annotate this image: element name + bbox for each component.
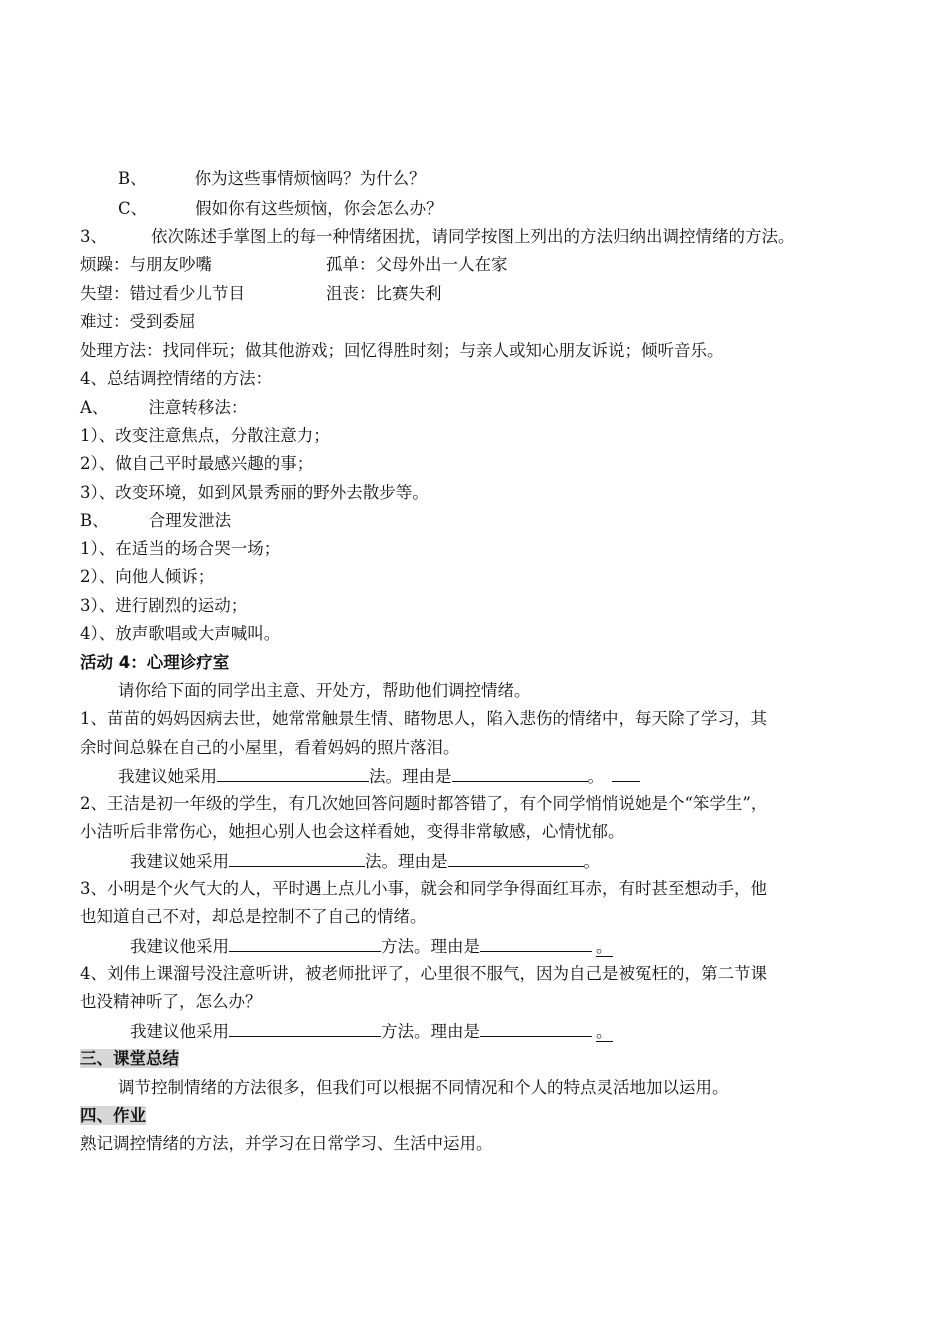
list-item: 1）、改变注意焦点，分散注意力；: [80, 426, 330, 445]
methods-text: 处理方法：找同伴玩；做其他游戏；回忆得胜时刻；与亲人或知心朋友诉说；倾听音乐。: [80, 341, 724, 360]
activity-intro: 请你给下面的同学出主意、开处方，帮助他们调控情绪。: [118, 681, 531, 700]
list-marker: B、: [118, 169, 147, 188]
reason-blank[interactable]: [480, 1020, 592, 1037]
reason-blank[interactable]: [448, 850, 584, 867]
list-item: 2）、做自己平时最感兴趣的事；: [80, 454, 314, 473]
method-blank[interactable]: [229, 1020, 381, 1037]
answer-end: 。: [596, 1022, 613, 1041]
question-text: 你为这些事情烦恼吗？为什么？: [194, 169, 426, 188]
answer-prompt: 我建议他采用: [130, 937, 229, 956]
list-item: 2）、向他人倾诉；: [80, 567, 215, 586]
case-2-line-1: 2、王洁是初一年级的学生，有几次她回答问题时都答错了，有个同学悄悄说她是个“笨学生”，: [80, 794, 768, 813]
list-item: 4）、放声歌唱或大声喊叫。: [80, 624, 281, 643]
case-3-answer: [130, 935, 613, 957]
emotion-row-1-right: [326, 254, 508, 276]
activity-title: 活动 4：心理诊疗室: [80, 653, 230, 672]
q4-heading: 4、总结调控情绪的方法：: [80, 369, 272, 388]
method-blank[interactable]: [229, 935, 381, 952]
list-item: 3）、进行剧烈的运动；: [80, 596, 248, 615]
method-b-heading: [80, 510, 231, 532]
case-4-answer: [130, 1020, 613, 1042]
question-2c: [118, 198, 443, 220]
method-a-heading: [80, 397, 247, 419]
homework-title: 四、作业: [80, 1106, 146, 1125]
method-title: 注意转移法：: [148, 398, 248, 417]
homework-text: 熟记调控情绪的方法，并学习在日常学习、生活中运用。: [80, 1134, 493, 1153]
method-blank[interactable]: [229, 850, 365, 867]
answer-reason-prompt: 方法。理由是: [381, 1022, 480, 1041]
summary-heading: [80, 1048, 179, 1070]
emotion-row-1: [80, 254, 212, 276]
list-item: 1）、在适当的场合哭一场；: [80, 539, 281, 558]
summary-title: 三、课堂总结: [80, 1049, 179, 1068]
case-4-line-2: 也没精神听了，怎么办？: [80, 992, 262, 1011]
case-4-line-1: 4、刘伟上课溜号没注意听讲，被老师批评了，心里很不服气，因为自己是被冤枉的，第二节课: [80, 964, 767, 983]
emotion-left: 难过：受到委屈: [80, 312, 196, 331]
list-marker: C、: [118, 199, 148, 218]
method-blank[interactable]: [217, 765, 369, 782]
answer-prompt: 我建议他采用: [130, 1022, 229, 1041]
method-title: 合理发泄法: [148, 511, 232, 530]
emotion-row-2-right: [326, 283, 442, 305]
list-marker: 3、: [80, 227, 107, 246]
emotion-right: 孤单：父母外出一人在家: [326, 255, 508, 274]
case-2-line-2: 小洁听后非常伤心，她担心别人也会这样看她，变得非常敏感，心情忧郁。: [80, 822, 625, 841]
answer-reason-prompt: 法。理由是: [369, 767, 452, 786]
emotion-row-2: [80, 283, 245, 305]
question-text: 依次陈述手掌图上的每一种情绪困扰，请同学按图上列出的方法归纳出调控情绪的方法。: [151, 227, 795, 246]
answer-reason-prompt: 方法。理由是: [381, 937, 480, 956]
emotion-right: 沮丧：比赛失利: [326, 284, 442, 303]
list-marker: A、: [80, 398, 109, 417]
answer-end: 。: [596, 937, 613, 956]
list-item: 3）、改变环境，如到风景秀丽的野外去散步等。: [80, 483, 429, 502]
answer-reason-prompt: 法。理由是: [365, 852, 448, 871]
homework-heading: [80, 1105, 146, 1127]
case-3-line-1: 3、小明是个火气大的人，平时遇上点儿小事，就会和同学争得面红耳赤，有时甚至想动手，他: [80, 879, 767, 898]
case-1-line-1: 1、苗苗的妈妈因病去世，她常常触景生情、睹物思人，陷入悲伤的情绪中，每天除了学习，其: [80, 709, 767, 728]
emotion-left: 烦躁：与朋友吵嘴: [80, 255, 212, 274]
case-1-line-2: 余时间总躲在自己的小屋里，看着妈妈的照片落泪。: [80, 738, 460, 757]
summary-text: 调节控制情绪的方法很多，但我们可以根据不同情况和个人的特点灵活地加以运用。: [118, 1078, 729, 1097]
answer-end: 。: [583, 852, 600, 871]
list-marker: B、: [80, 511, 109, 530]
case-3-line-2: 也知道自己不对，却总是控制不了自己的情绪。: [80, 907, 427, 926]
reason-blank[interactable]: [480, 935, 592, 952]
answer-prompt: 我建议她采用: [118, 767, 217, 786]
case-2-answer: [130, 850, 600, 872]
emotion-row-3: [80, 311, 196, 333]
answer-prompt: 我建议她采用: [130, 852, 229, 871]
answer-end: 。: [587, 767, 604, 786]
reason-blank[interactable]: [452, 765, 588, 782]
question-3: [80, 226, 795, 248]
emotion-left: 失望：错过看少儿节目: [80, 284, 245, 303]
question-text: 假如你有这些烦恼，你会怎么办？: [195, 199, 443, 218]
extra-blank: [612, 765, 640, 782]
case-1-answer: [118, 765, 640, 787]
methods-line: [80, 340, 724, 362]
question-2b: [118, 168, 426, 190]
